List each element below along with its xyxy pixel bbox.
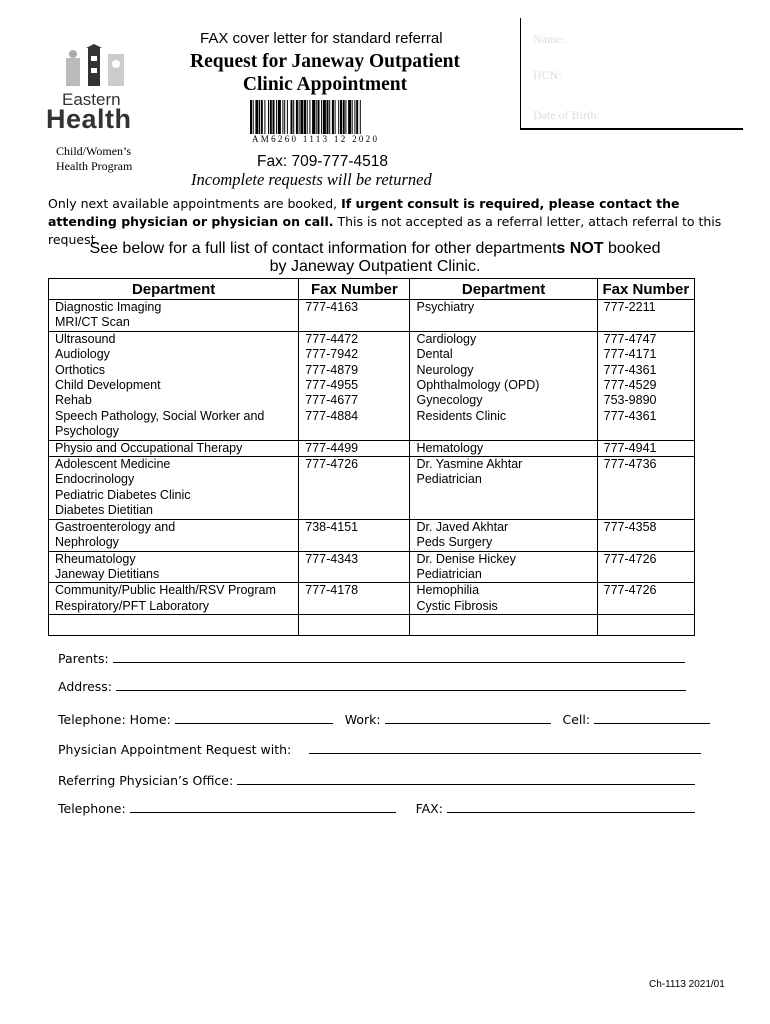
form-code: Ch-1113 2021/01 (649, 979, 725, 990)
fax-value: 777-4955 (305, 378, 359, 393)
tel-home-label: Telephone: Home: (58, 712, 171, 727)
fax-cell (597, 331, 694, 440)
fax-value: 777-4499 (305, 440, 359, 455)
barcode-bar (343, 100, 345, 134)
table-row (49, 440, 695, 456)
barcode-bar (323, 100, 326, 134)
fax-cell (299, 457, 410, 520)
department-name: Gynecology (416, 393, 483, 408)
barcode-bar (327, 100, 329, 134)
barcode-bar (329, 100, 330, 134)
fax-input[interactable] (447, 800, 695, 813)
department-cell (410, 457, 597, 520)
table-empty-row (49, 615, 695, 636)
fax-cell (597, 457, 694, 520)
referring-label: Referring Physician’s Office: (58, 773, 234, 788)
fax-cell (597, 551, 694, 583)
department-cell (49, 551, 299, 583)
department-cell (410, 551, 597, 583)
fax-value: 777-4361 (603, 362, 657, 377)
department-cell (49, 457, 299, 520)
barcode-bar (250, 100, 252, 134)
department-name: Cardiology (416, 331, 477, 346)
table-header-row (49, 279, 695, 300)
department-name: Dr. Denise Hickey (416, 551, 516, 566)
see-below-heading: See below for a full list of contact information for other departments NOT booked by Janeway Outpatient Clinic. (89, 240, 661, 275)
barcode-bar (264, 100, 265, 134)
barcode-bar (287, 100, 288, 134)
fax-value: 777-4726 (603, 583, 657, 598)
department-cell (49, 300, 299, 332)
barcode-bar (340, 100, 342, 134)
logo-text-eastern: Eastern (62, 90, 121, 109)
barcode-bar (278, 100, 281, 134)
hcn-field-label: HCN: (533, 68, 562, 82)
cell-label: Cell: (562, 712, 591, 727)
barcode-bar (253, 100, 254, 134)
empty-cell (410, 615, 597, 636)
department-name: Pediatric Diabetes Clinic (55, 487, 191, 502)
fax-value: 777-4736 (603, 457, 657, 472)
department-name: MRI/CT Scan (55, 315, 130, 330)
empty-cell (299, 615, 410, 636)
header-fax-2: Fax Number (597, 279, 694, 300)
fax-value: 777-4879 (305, 362, 359, 377)
fax-value: 777-4171 (603, 347, 657, 362)
department-cell (410, 300, 597, 332)
parents-input[interactable] (113, 650, 685, 663)
department-name: Cystic Fibrosis (416, 598, 498, 613)
department-name: Dr. Javed Akhtar (416, 519, 509, 534)
department-name: Diabetes Dietitian (55, 503, 153, 518)
address-input[interactable] (116, 678, 686, 691)
fax-cell (597, 583, 694, 615)
telephone-fax-row (58, 800, 695, 816)
department-cell (410, 519, 597, 551)
address-row (58, 678, 686, 694)
name-field-label: Name: (533, 32, 565, 46)
department-cell (410, 331, 597, 440)
department-name: Diagnostic Imaging (55, 300, 162, 314)
department-cell (49, 331, 299, 440)
barcode-bar (356, 100, 358, 134)
department-cell (49, 583, 299, 615)
department-name: Audiology (55, 347, 110, 362)
barcode-bar (348, 100, 351, 134)
fax-cell (299, 440, 410, 456)
fax-value: 738-4151 (305, 519, 359, 534)
department-name: Neurology (416, 362, 474, 377)
department-name: Hemophilia (416, 583, 480, 598)
barcode-bar (352, 100, 353, 134)
fax-value: 777-4178 (305, 583, 359, 598)
barcode-bar (284, 100, 285, 134)
barcode-bar (259, 100, 260, 134)
department-name: Nephrology (55, 535, 119, 550)
barcode-bar (354, 100, 355, 134)
department-name: Physio and Occupational Therapy (55, 440, 243, 455)
fax-value: 777-7942 (305, 347, 359, 362)
barcode-bar (273, 100, 275, 134)
barcode-bar (360, 100, 361, 134)
fax-value: 777-4358 (603, 519, 657, 534)
program-name: Child/Women’s Health Program (56, 144, 133, 173)
barcode-bar (270, 100, 272, 134)
telephone-input[interactable] (130, 800, 396, 813)
barcode-bar (299, 100, 300, 134)
fax-value: 777-4343 (305, 551, 359, 566)
physician-request-row (58, 741, 701, 757)
fax-value: 777-4884 (305, 408, 359, 423)
barcode-bar (261, 100, 263, 134)
barcode-bar (268, 100, 269, 134)
department-name: Dr. Yasmine Akhtar (416, 457, 523, 472)
barcode-bar (312, 100, 315, 134)
barcode-number: AM6260 1113 12 2020 (252, 134, 380, 144)
department-name: Adolescent Medicine (55, 457, 171, 472)
fax-cell (299, 519, 410, 551)
table-row (49, 457, 695, 520)
department-cell (49, 519, 299, 551)
barcode-icon (250, 100, 395, 134)
department-name: Gastroenterology and (55, 519, 176, 534)
barcode-bar (335, 100, 336, 134)
header-department-2: Department (410, 279, 597, 300)
logo-text-health: Health (46, 104, 132, 134)
fax-number: Fax: 709-777-4518 (257, 153, 388, 170)
fax-cover-heading: FAX cover letter for standard referral (200, 30, 443, 47)
fax-cell (299, 551, 410, 583)
telephone-label: Telephone: (58, 801, 126, 816)
department-name: Community/Public Health/RSV Program (55, 583, 276, 598)
dob-field-label: Date of Birth: (533, 108, 600, 122)
department-name: Orthotics (55, 362, 106, 377)
physician-request-label: Physician Appointment Request with: (58, 742, 292, 757)
department-name: Ophthalmology (OPD) (416, 378, 540, 393)
table-row (49, 519, 695, 551)
department-name: Janeway Dietitians (55, 566, 160, 581)
department-cell (410, 583, 597, 615)
barcode-bar (300, 100, 303, 134)
barcode-bar (291, 100, 293, 134)
department-name: Ultrasound (55, 331, 116, 346)
header-department-1: Department (49, 279, 299, 300)
department-name: Psychology (55, 424, 119, 439)
page-title: Request for Janeway Outpatient Clinic Appointment (190, 51, 460, 95)
department-name: Peds Surgery (416, 535, 493, 550)
work-label: Work: (344, 712, 381, 727)
eastern-health-logo (46, 44, 146, 134)
fax-value: 777-4163 (305, 300, 359, 314)
department-name: Pediatrician (416, 472, 482, 487)
department-name: Pediatrician (416, 566, 482, 581)
department-name: Endocrinology (55, 472, 135, 487)
fax-value: 777-4747 (603, 331, 657, 346)
fax-cell (299, 331, 410, 440)
empty-cell (49, 615, 299, 636)
referring-row (58, 772, 695, 788)
barcode-bar (304, 100, 306, 134)
incomplete-warning: Incomplete requests will be returned (191, 170, 432, 189)
fax-cell (299, 300, 410, 332)
department-name: Speech Pathology, Social Worker and (55, 408, 265, 423)
fax-cell (597, 519, 694, 551)
fax-value: 777-4529 (603, 378, 657, 393)
fax-value: 777-4677 (305, 393, 359, 408)
tel-home-input[interactable] (175, 711, 333, 724)
table-row (49, 300, 695, 332)
fax-cell (299, 583, 410, 615)
parents-label: Parents: (58, 651, 109, 666)
department-name: Residents Clinic (416, 408, 507, 423)
address-label: Address: (58, 679, 112, 694)
department-name: Dental (416, 347, 453, 362)
patient-info-box[interactable] (520, 18, 743, 130)
barcode-bar (276, 100, 277, 134)
department-name: Respiratory/PFT Laboratory (55, 598, 209, 613)
department-name: Rehab (55, 393, 92, 408)
department-fax-table (48, 278, 695, 636)
barcode-bar (332, 100, 334, 134)
cell-input[interactable] (594, 711, 710, 724)
fax-value: 753-9890 (603, 393, 657, 408)
fax-value: 777-4726 (603, 551, 657, 566)
booking-note: Only next available appointments are booked, If urgent consult is required, please contact the attending physician or physician on call. This is not accepted as a referral letter, attach referral to this request. (48, 196, 722, 247)
department-name: Hematology (416, 440, 484, 455)
barcode-bar (309, 100, 310, 134)
header-fax-1: Fax Number (299, 279, 410, 300)
department-name: Rheumatology (55, 551, 136, 566)
fax-cell (597, 300, 694, 332)
barcode-bar (318, 100, 320, 134)
table-row (49, 331, 695, 440)
lighthouse-logo-icon (66, 44, 126, 86)
barcode-bar (255, 100, 258, 134)
barcode-bar (293, 100, 294, 134)
fax-cell (597, 440, 694, 456)
department-name: Child Development (55, 378, 161, 393)
barcode-bar (321, 100, 322, 134)
fax-value: 777-4941 (603, 440, 657, 455)
physician-request-input[interactable] (309, 741, 701, 754)
barcode-bar (338, 100, 339, 134)
department-cell (410, 440, 597, 456)
fax-value: 777-4472 (305, 331, 359, 346)
fax-value: 777-2211 (603, 300, 656, 314)
barcode-bar (345, 100, 346, 134)
work-input[interactable] (385, 711, 551, 724)
parents-row (58, 650, 685, 666)
barcode-bar (282, 100, 283, 134)
barcode-bar (307, 100, 308, 134)
table-row (49, 583, 695, 615)
department-name: Psychiatry (416, 300, 475, 314)
empty-cell (597, 615, 694, 636)
fax-label: FAX: (415, 801, 443, 816)
department-cell (49, 440, 299, 456)
table-row (49, 551, 695, 583)
telephone-row (58, 711, 710, 727)
barcode-bar (296, 100, 298, 134)
barcode-bar (316, 100, 317, 134)
referring-input[interactable] (237, 772, 695, 785)
fax-value: 777-4361 (603, 408, 657, 423)
fax-value: 777-4726 (305, 457, 359, 472)
